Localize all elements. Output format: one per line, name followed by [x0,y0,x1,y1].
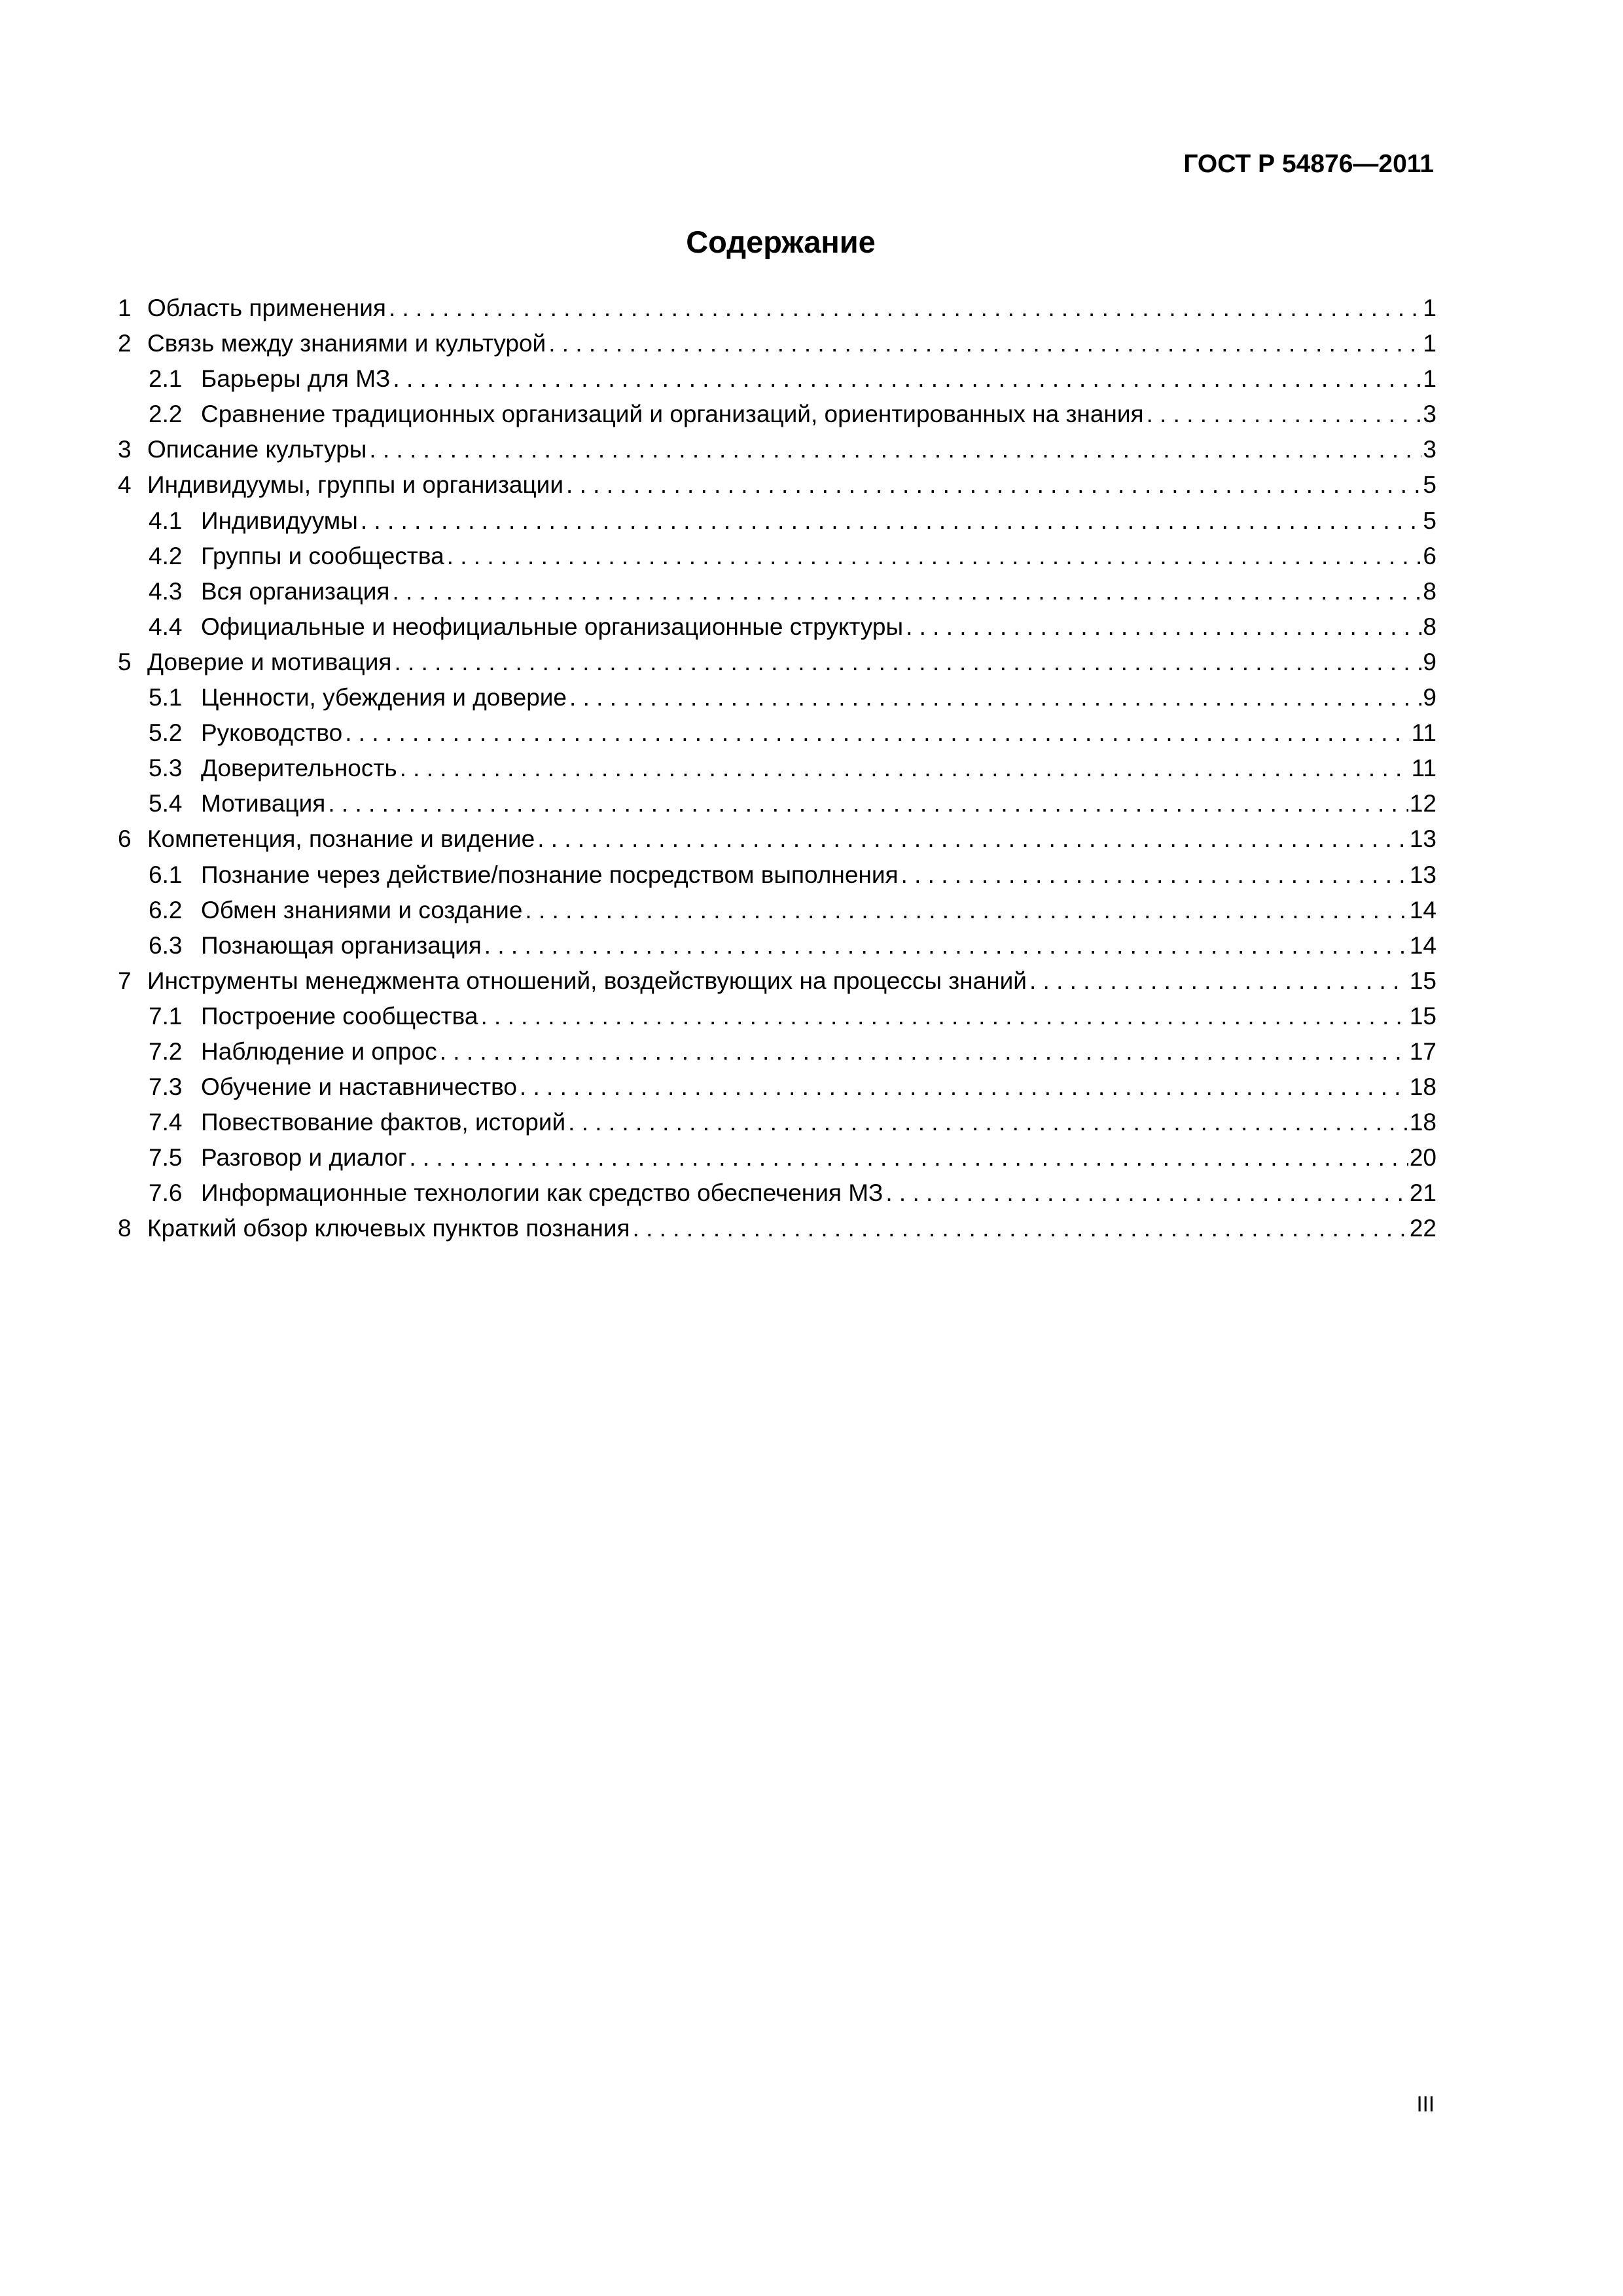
toc-entry[interactable] [118,928,1436,963]
toc-entry-page: 14 [1409,896,1436,924]
toc-entry[interactable] [118,893,1436,928]
toc-entry-title: Доверие и мотивация [147,648,392,675]
toc-entry[interactable] [118,1034,1436,1069]
toc-entry-title: Индивидуумы [201,507,358,534]
toc-entry-title: Область применения [147,295,386,321]
toc-dot-leader [520,1069,1408,1105]
toc-entry-title: Повествование фактов, историй [201,1109,566,1136]
toc-entry-number: 4 [118,471,132,499]
toc-entry-page: 5 [1423,507,1436,534]
toc-entry-number: 5.3 [149,755,183,782]
toc-dot-leader [537,821,1408,857]
table-of-contents [118,291,1436,1247]
page-number: III [1416,2092,1435,2116]
toc-entry-number: 5.2 [149,719,183,747]
toc-entry-page: 15 [1409,1002,1436,1030]
toc-entry-title: Официальные и неофициальные организационные структуры [201,613,904,640]
toc-dot-leader [906,609,1421,645]
toc-entry-number: 7.3 [149,1073,183,1101]
toc-entry-page: 8 [1423,577,1436,605]
toc-entry[interactable] [118,963,1436,999]
toc-entry-number: 6.2 [149,896,183,924]
toc-entry-title: Информационные технологии как средство обеспечения МЗ [201,1179,883,1207]
toc-entry[interactable] [118,857,1436,893]
toc-entry-page: 21 [1409,1179,1436,1207]
toc-dot-leader [633,1211,1408,1246]
toc-entry-number: 7.2 [149,1037,183,1065]
toc-entry-number: 6.3 [149,931,183,959]
toc-entry-title: Вся организация [201,577,390,605]
toc-entry-number: 4.1 [149,507,183,534]
toc-entry[interactable] [118,291,1436,326]
toc-dot-leader [1029,963,1408,999]
toc-entry-page: 12 [1409,790,1436,817]
toc-dot-leader [548,326,1421,361]
toc-entry-title: Инструменты менеджмента отношений, воздействующих на процессы знаний [147,967,1027,994]
toc-entry-page: 13 [1409,825,1436,853]
toc-entry-title: Наблюдение и опрос [201,1037,437,1065]
toc-entry[interactable] [118,715,1436,751]
toc-entry-page: 9 [1423,684,1436,711]
toc-entry-page: 1 [1423,365,1436,393]
toc-dot-leader [409,1140,1408,1175]
toc-entry-page: 15 [1409,967,1436,994]
toc-entry-number: 6.1 [149,861,183,888]
toc-dot-leader [345,715,1410,751]
toc-entry[interactable] [118,326,1436,361]
toc-entry-title: Руководство [201,719,343,747]
toc-entry-page: 18 [1409,1073,1436,1101]
toc-entry-page: 13 [1409,861,1436,888]
toc-entry[interactable] [118,397,1436,432]
toc-dot-leader [394,645,1421,680]
toc-entry-number: 6 [118,825,132,853]
toc-entry-number: 7.4 [149,1109,183,1136]
toc-entry-number: 7.1 [149,1002,183,1030]
toc-entry-page: 6 [1423,542,1436,569]
toc-dot-leader [393,361,1421,397]
toc-entry-page: 3 [1423,401,1436,428]
toc-entry-number: 7.5 [149,1144,183,1172]
toc-dot-leader [389,291,1421,326]
toc-dot-leader [566,467,1421,503]
toc-entry-title: Познающая организация [201,931,482,959]
toc-dot-leader [328,786,1408,821]
toc-dot-leader [525,893,1408,928]
toc-dot-leader [440,1034,1408,1069]
toc-entry-title: Описание культуры [147,436,367,463]
toc-entry[interactable] [118,821,1436,857]
toc-entry-number: 4.3 [149,577,183,605]
toc-entry[interactable] [118,432,1436,467]
toc-dot-leader [369,432,1421,467]
toc-entry-number: 7 [118,967,132,994]
toc-entry-number: 5 [118,648,132,675]
toc-entry[interactable] [118,1105,1436,1140]
toc-entry[interactable] [118,467,1436,503]
toc-dot-leader [480,999,1408,1034]
toc-entry-title: Барьеры для МЗ [201,365,391,393]
toc-entry-page: 5 [1423,471,1436,499]
toc-entry-page: 14 [1409,931,1436,959]
toc-entry-page: 9 [1423,648,1436,675]
toc-entry-page: 1 [1423,295,1436,321]
toc-dot-leader [1147,397,1422,432]
toc-entry[interactable] [118,1140,1436,1175]
toc-entry-title: Группы и сообщества [201,542,444,569]
toc-entry-title: Краткий обзор ключевых пунктов познания [147,1215,630,1242]
toc-entry-title: Сравнение традиционных организаций и организаций, ориентированных на знания [201,401,1144,428]
toc-title: Содержание [686,224,876,259]
toc-entry-page: 3 [1423,436,1436,463]
toc-entry[interactable] [118,999,1436,1034]
toc-entry[interactable] [118,503,1436,539]
toc-entry[interactable] [118,751,1436,786]
toc-entry-title: Компетенция, познание и видение [147,825,535,853]
toc-entry-page: 11 [1411,719,1436,747]
toc-dot-leader [447,539,1422,574]
toc-entry[interactable] [118,645,1436,680]
toc-entry-title: Индивидуумы, группы и организации [147,471,564,499]
toc-entry-page: 1 [1423,330,1436,357]
toc-entry-title: Ценности, убеждения и доверие [201,684,567,711]
toc-entry[interactable] [118,574,1436,609]
toc-entry-title: Разговор и диалог [201,1144,407,1172]
toc-entry-number: 8 [118,1215,132,1242]
toc-entry-page: 17 [1409,1037,1436,1065]
toc-entry-title: Построение сообщества [201,1002,478,1030]
toc-entry-number: 4.4 [149,613,183,640]
toc-entry-number: 2.2 [149,401,183,428]
toc-entry-number: 7.6 [149,1179,183,1207]
toc-entry-page: 8 [1423,613,1436,640]
toc-entry-page: 18 [1409,1109,1436,1136]
toc-dot-leader [392,574,1421,609]
toc-entry-number: 1 [118,295,132,321]
toc-dot-leader [484,928,1408,963]
document-code: ГОСТ Р 54876—2011 [1183,150,1434,178]
toc-dot-leader [400,751,1410,786]
toc-entry[interactable] [118,1211,1436,1246]
toc-entry[interactable] [118,786,1436,821]
toc-dot-leader [885,1175,1408,1211]
toc-entry-title: Обмен знаниями и создание [201,896,523,924]
toc-entry-page: 22 [1409,1215,1436,1242]
toc-dot-leader [569,680,1421,715]
toc-entry-title: Связь между знаниями и культурой [147,330,546,357]
toc-dot-leader [901,857,1408,893]
toc-entry-number: 2 [118,330,132,357]
toc-entry-number: 3 [118,436,132,463]
toc-entry-title: Доверительность [201,755,397,782]
toc-entry-number: 5.1 [149,684,183,711]
toc-entry-number: 4.2 [149,542,183,569]
toc-entry-title: Познание через действие/познание посредством выполнения [201,861,899,888]
toc-entry-number: 5.4 [149,790,183,817]
toc-entry[interactable] [118,361,1436,397]
toc-dot-leader [568,1105,1408,1140]
toc-entry-title: Мотивация [201,790,326,817]
toc-entry-page: 11 [1411,755,1436,782]
toc-dot-leader [361,503,1422,539]
toc-entry[interactable] [118,1175,1436,1211]
toc-entry-page: 20 [1409,1144,1436,1172]
toc-entry[interactable] [118,680,1436,715]
toc-entry-title: Обучение и наставничество [201,1073,517,1101]
toc-entry[interactable] [118,609,1436,645]
toc-entry[interactable] [118,539,1436,574]
toc-entry-number: 2.1 [149,365,183,393]
toc-entry[interactable] [118,1069,1436,1105]
